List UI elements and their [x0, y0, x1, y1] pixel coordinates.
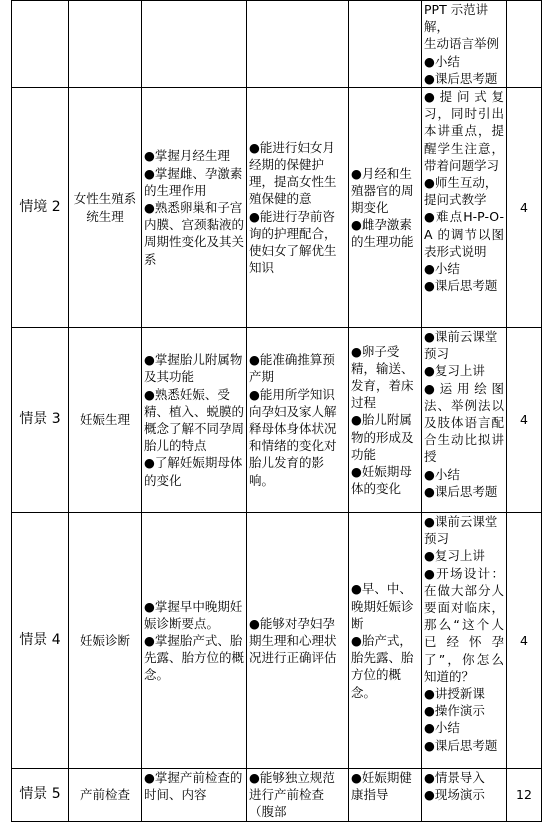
- method-item: ●课后思考题: [424, 483, 498, 499]
- content-cell: [349, 328, 422, 513]
- ability-item: ●能够独立规范进行产前检查（腹部: [249, 770, 335, 820]
- content-item: ●妊娠期母体的变化: [351, 464, 412, 497]
- knowledge-cell: [142, 769, 247, 822]
- knowledge-item: ●掌握胎儿附属物及其功能: [144, 352, 243, 385]
- method-item: ●课前云课堂预习: [424, 514, 498, 547]
- content-cell: [349, 513, 422, 769]
- table-row: [12, 328, 542, 513]
- ability-item: ●能够对孕妇孕期生理和心理状况进行正确评估: [249, 615, 337, 666]
- hours-cell: 4: [507, 513, 542, 769]
- method-item: ●师生互动，提问式教学: [424, 175, 498, 208]
- content-item: ●妊娠期健康指导: [351, 770, 412, 803]
- situation-cell: [12, 1, 69, 88]
- table-row: [12, 513, 542, 769]
- methods-cell: [422, 513, 507, 769]
- knowledge-cell: [142, 513, 247, 769]
- hours-cell: 12: [507, 769, 542, 822]
- methods-cell: [422, 88, 507, 328]
- knowledge-cell: [142, 1, 247, 88]
- method-item: ●课后思考题: [424, 70, 498, 86]
- content-cell: [349, 1, 422, 88]
- knowledge-item: ●了解妊娠期母体的变化: [144, 455, 243, 488]
- method-item: ●难点H-P-O-A 的调节以图表形式说明: [424, 209, 504, 259]
- ability-cell: [247, 328, 349, 513]
- content-item: ●胎产式，胎先露、胎方位的概念。: [351, 632, 414, 700]
- method-item: ●课前云课堂预习: [424, 329, 498, 362]
- knowledge-item: ●掌握产前检查的时间、内容: [144, 770, 243, 803]
- content-item: ●月经和生殖器官的周期变化: [351, 165, 414, 215]
- methods-cell: [422, 769, 507, 822]
- knowledge-cell: [142, 328, 247, 513]
- topic-cell: 女性生殖系统生理: [69, 88, 142, 328]
- method-item: ●运用绘图法、举例法以及肢体语言配合生动比拟讲授: [424, 380, 504, 465]
- method-item: ●情景导入: [424, 770, 485, 786]
- ability-cell: [247, 1, 349, 88]
- knowledge-item: ●掌握早中晚期妊娠诊断要点。: [144, 598, 243, 631]
- content-item: ●胎儿附属物的形成及功能: [351, 412, 414, 462]
- situation-cell: 情景 3: [12, 328, 69, 513]
- method-item: PPT 示范讲解，: [424, 2, 489, 35]
- situation-cell: 情景 4: [12, 513, 69, 769]
- knowledge-item: ●掌握月经生理: [144, 148, 230, 164]
- knowledge-item: ●熟悉卵巢和子宫内膜、宫颈黏液的周期性变化及其关系: [144, 199, 245, 267]
- content-item: ●早、中、晚期妊娠诊断: [351, 581, 414, 631]
- situation-cell: 情景 5: [12, 769, 69, 822]
- methods-cell: [422, 328, 507, 513]
- ability-cell: [247, 513, 349, 769]
- hours-cell: [507, 1, 542, 88]
- content-item: ●卵子受精，输送、发育，着床过程: [351, 343, 414, 411]
- method-item: ●小结: [424, 466, 460, 482]
- knowledge-item: ●掌握雌、孕激素的生理作用: [144, 165, 243, 198]
- table-row: [12, 769, 542, 822]
- ability-item: ●能进行孕前咨询的护理配合，使妇女了解优生知识: [249, 208, 337, 276]
- method-item: 生动语言举例: [424, 36, 500, 52]
- method-item: ●操作演示: [424, 703, 485, 719]
- topic-cell: [69, 1, 142, 88]
- method-item: ●小结: [424, 261, 460, 277]
- topic-cell: 妊娠诊断: [69, 513, 142, 769]
- situation-cell: 情境 2: [12, 88, 69, 328]
- knowledge-cell: [142, 88, 247, 328]
- knowledge-item: ●掌握胎产式、胎先露、胎方位的概念。: [144, 632, 245, 683]
- ability-cell: [247, 769, 349, 822]
- table-row: [12, 1, 542, 88]
- hours-cell: 4: [507, 328, 542, 513]
- method-item: ●课后思考题: [424, 737, 498, 753]
- content-item: ●雌孕激素的生理功能: [351, 217, 414, 250]
- curriculum-table: [11, 0, 542, 822]
- ability-item: ●能准确推算预产期: [249, 352, 335, 385]
- method-item: ●复习上讲: [424, 363, 485, 379]
- content-cell: [349, 769, 422, 822]
- topic-cell: 产前检查: [69, 769, 142, 822]
- method-item: ●复习上讲: [424, 548, 485, 564]
- topic-cell: 妊娠生理: [69, 328, 142, 513]
- method-item: ●课后思考题: [424, 278, 498, 294]
- method-item: ●小结: [424, 720, 460, 736]
- table-row: [12, 88, 542, 328]
- ability-item: ●能用所学知识向孕妇及家人解释母体身体状况和情绪的变化对胎儿发育的影响。: [249, 386, 337, 488]
- knowledge-item: ●熟悉妊娠、受精、植入、蜕膜的概念了解不同孕周胎儿的特点: [144, 386, 245, 454]
- hours-cell: 4: [507, 88, 542, 328]
- ability-cell: [247, 88, 349, 328]
- method-item: ●小结: [424, 53, 460, 69]
- method-item: ●开场设计：在做大部分人要面对临床，那么“这个人已经怀孕了”，你怎么知道的？: [424, 565, 504, 684]
- method-item: ●现场演示: [424, 787, 485, 803]
- methods-cell: [422, 1, 507, 88]
- content-cell: [349, 88, 422, 328]
- ability-item: ●能进行妇女月经期的保健护理，提高女性生殖保健的意: [249, 139, 337, 207]
- method-item: ●讲授新课: [424, 686, 485, 702]
- method-item: ●提问式复习，同时引出本讲重点，提醒学生注意，带着问题学习: [424, 89, 504, 173]
